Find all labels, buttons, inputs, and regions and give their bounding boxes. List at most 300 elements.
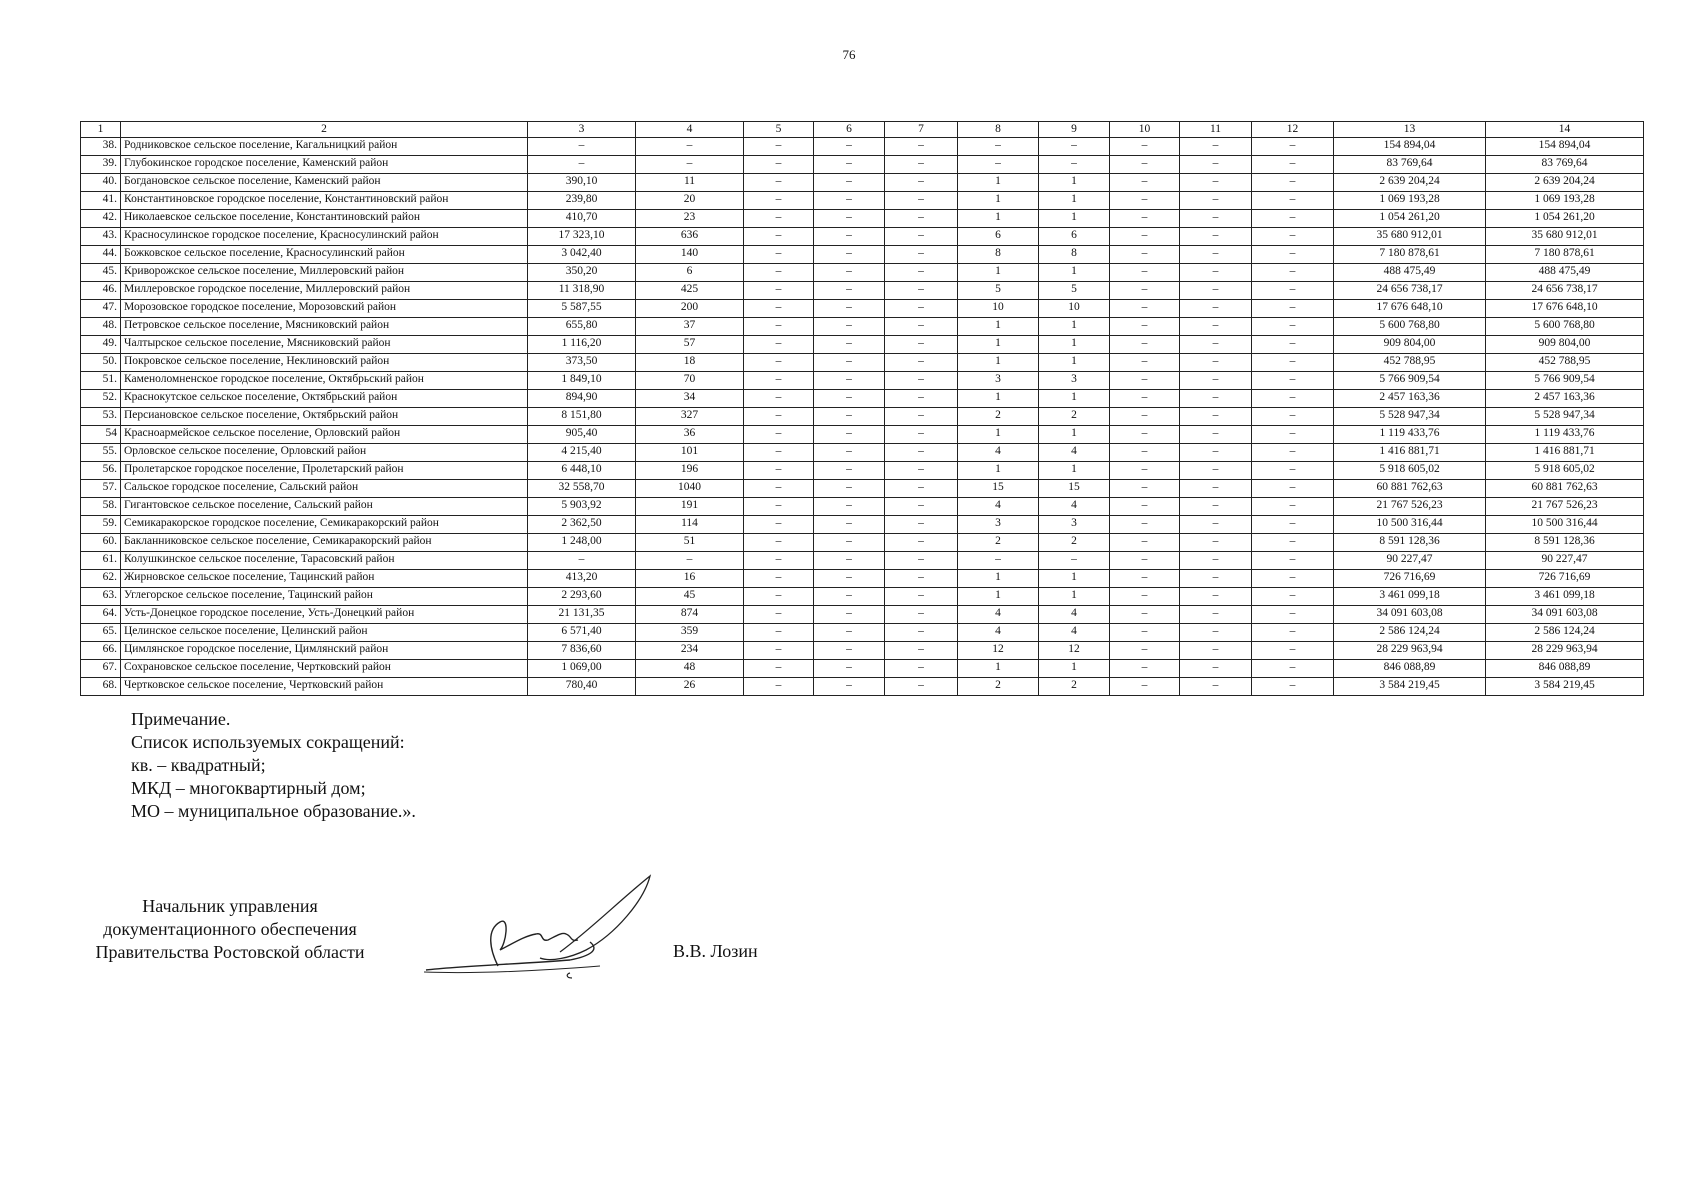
value-cell: 234 — [636, 642, 744, 660]
value-cell: 905,40 — [528, 426, 636, 444]
value-cell: – — [1252, 192, 1334, 210]
table-row — [81, 516, 1644, 534]
table-row — [81, 354, 1644, 372]
value-cell: – — [814, 138, 885, 156]
value-cell: 11 318,90 — [528, 282, 636, 300]
signature-name: В.В. Лозин — [673, 941, 758, 961]
value-cell: – — [744, 426, 814, 444]
value-cell: – — [1110, 174, 1180, 192]
value-cell: 24 656 738,17 — [1486, 282, 1644, 300]
value-cell: – — [885, 138, 958, 156]
value-cell: 83 769,64 — [1486, 156, 1644, 174]
settlement-name-cell: Краснокутское сельское поселение, Октябрьский район — [121, 390, 528, 408]
value-cell: 5 766 909,54 — [1334, 372, 1486, 390]
column-header: 14 — [1486, 122, 1644, 138]
value-cell: 1 — [1039, 660, 1110, 678]
value-cell: – — [1180, 606, 1252, 624]
value-cell: 12 — [1039, 642, 1110, 660]
value-cell: – — [744, 570, 814, 588]
value-cell: – — [744, 318, 814, 336]
value-cell: 8 591 128,36 — [1486, 534, 1644, 552]
settlement-name-cell: Петровское сельское поселение, Мясниковский район — [121, 318, 528, 336]
note-block — [131, 708, 416, 823]
value-cell: 4 — [1039, 624, 1110, 642]
settlement-name-cell: Чалтырское сельское поселение, Мясниковский район — [121, 336, 528, 354]
value-cell: – — [744, 642, 814, 660]
value-cell: – — [1252, 156, 1334, 174]
value-cell: 350,20 — [528, 264, 636, 282]
data-table — [80, 121, 1644, 696]
value-cell: 6 448,10 — [528, 462, 636, 480]
value-cell: 4 — [958, 444, 1039, 462]
value-cell: 894,90 — [528, 390, 636, 408]
value-cell: 488 475,49 — [1486, 264, 1644, 282]
value-cell: – — [885, 516, 958, 534]
value-cell: – — [744, 174, 814, 192]
row-number-cell: 46. — [81, 282, 121, 300]
signature-position-line: Правительства Ростовской области — [95, 942, 365, 962]
value-cell: 1 — [1039, 264, 1110, 282]
settlement-name-cell: Колушкинское сельское поселение, Тарасовский район — [121, 552, 528, 570]
value-cell: – — [958, 552, 1039, 570]
value-cell: – — [885, 534, 958, 552]
value-cell: – — [1180, 264, 1252, 282]
value-cell: 390,10 — [528, 174, 636, 192]
value-cell: – — [1180, 228, 1252, 246]
column-header: 10 — [1110, 122, 1180, 138]
row-number-cell: 51. — [81, 372, 121, 390]
table-row — [81, 606, 1644, 624]
table-row — [81, 372, 1644, 390]
settlement-name-cell: Сохрановское сельское поселение, Чертковский район — [121, 660, 528, 678]
row-number-cell: 42. — [81, 210, 121, 228]
value-cell: 3 461 099,18 — [1486, 588, 1644, 606]
value-cell: 32 558,70 — [528, 480, 636, 498]
value-cell: – — [814, 606, 885, 624]
value-cell: – — [1252, 480, 1334, 498]
value-cell: – — [814, 318, 885, 336]
value-cell: – — [1039, 552, 1110, 570]
value-cell: – — [744, 552, 814, 570]
value-cell: – — [1180, 156, 1252, 174]
table-row — [81, 426, 1644, 444]
value-cell: – — [1180, 570, 1252, 588]
value-cell: 90 227,47 — [1334, 552, 1486, 570]
value-cell: – — [814, 534, 885, 552]
value-cell: – — [1180, 210, 1252, 228]
table-row — [81, 336, 1644, 354]
value-cell: – — [1110, 138, 1180, 156]
signature-handwriting — [420, 870, 660, 990]
value-cell: – — [958, 156, 1039, 174]
value-cell: – — [814, 264, 885, 282]
value-cell: 1 — [958, 174, 1039, 192]
value-cell: – — [885, 318, 958, 336]
value-cell: – — [1110, 624, 1180, 642]
value-cell: – — [744, 300, 814, 318]
value-cell: 3 — [1039, 372, 1110, 390]
value-cell: – — [1180, 588, 1252, 606]
value-cell: – — [1252, 318, 1334, 336]
value-cell: 655,80 — [528, 318, 636, 336]
value-cell: 154 894,04 — [1334, 138, 1486, 156]
value-cell: 6 — [1039, 228, 1110, 246]
value-cell: 874 — [636, 606, 744, 624]
value-cell: – — [1110, 372, 1180, 390]
value-cell: 452 788,95 — [1334, 354, 1486, 372]
value-cell: – — [1180, 462, 1252, 480]
value-cell: – — [814, 498, 885, 516]
settlement-name-cell: Орловское сельское поселение, Орловский район — [121, 444, 528, 462]
value-cell: – — [1180, 282, 1252, 300]
column-header: 4 — [636, 122, 744, 138]
table-body — [81, 122, 1644, 696]
value-cell: – — [885, 264, 958, 282]
value-cell: – — [1110, 300, 1180, 318]
settlement-name-cell: Чертковское сельское поселение, Чертковский район — [121, 678, 528, 696]
column-header: 3 — [528, 122, 636, 138]
value-cell: – — [814, 228, 885, 246]
value-cell: – — [885, 678, 958, 696]
value-cell: – — [1252, 372, 1334, 390]
value-cell: – — [814, 678, 885, 696]
value-cell: 24 656 738,17 — [1334, 282, 1486, 300]
value-cell: 846 088,89 — [1486, 660, 1644, 678]
row-number-cell: 45. — [81, 264, 121, 282]
value-cell: 34 091 603,08 — [1334, 606, 1486, 624]
value-cell: 28 229 963,94 — [1486, 642, 1644, 660]
value-cell: 8 151,80 — [528, 408, 636, 426]
value-cell: – — [1180, 336, 1252, 354]
value-cell: 1 248,00 — [528, 534, 636, 552]
value-cell: 28 229 963,94 — [1334, 642, 1486, 660]
row-number-cell: 43. — [81, 228, 121, 246]
row-number-cell: 40. — [81, 174, 121, 192]
value-cell: – — [814, 354, 885, 372]
value-cell: 909 804,00 — [1334, 336, 1486, 354]
value-cell: – — [744, 372, 814, 390]
value-cell: 5 600 768,80 — [1486, 318, 1644, 336]
value-cell: – — [885, 480, 958, 498]
value-cell: – — [1180, 552, 1252, 570]
value-cell: – — [1252, 246, 1334, 264]
value-cell: 140 — [636, 246, 744, 264]
value-cell: – — [814, 552, 885, 570]
value-cell: – — [1110, 660, 1180, 678]
value-cell: – — [885, 372, 958, 390]
settlement-name-cell: Красносулинское городское поселение, Красносулинский район — [121, 228, 528, 246]
value-cell: 1 — [1039, 390, 1110, 408]
value-cell: – — [1110, 246, 1180, 264]
value-cell: 8 — [958, 246, 1039, 264]
value-cell: – — [1180, 408, 1252, 426]
value-cell: – — [744, 336, 814, 354]
value-cell: – — [885, 300, 958, 318]
value-cell: – — [1180, 246, 1252, 264]
value-cell: – — [1252, 426, 1334, 444]
settlement-name-cell: Родниковское сельское поселение, Кагальницкий район — [121, 138, 528, 156]
row-number-cell: 48. — [81, 318, 121, 336]
value-cell: 10 500 316,44 — [1486, 516, 1644, 534]
value-cell: – — [1110, 192, 1180, 210]
value-cell: – — [1252, 408, 1334, 426]
value-cell: – — [1252, 264, 1334, 282]
value-cell: – — [1252, 642, 1334, 660]
settlement-name-cell: Константиновское городское поселение, Константиновский район — [121, 192, 528, 210]
value-cell: – — [744, 660, 814, 678]
table-row — [81, 156, 1644, 174]
value-cell: 909 804,00 — [1486, 336, 1644, 354]
value-cell: – — [814, 282, 885, 300]
value-cell: – — [744, 210, 814, 228]
value-cell: – — [1110, 678, 1180, 696]
table-row — [81, 408, 1644, 426]
table-row — [81, 444, 1644, 462]
value-cell: 6 571,40 — [528, 624, 636, 642]
settlement-name-cell: Каменоломненское городское поселение, Октябрьский район — [121, 372, 528, 390]
value-cell: – — [885, 660, 958, 678]
value-cell: 2 — [1039, 678, 1110, 696]
value-cell: – — [1252, 570, 1334, 588]
value-cell: 3 584 219,45 — [1334, 678, 1486, 696]
value-cell: – — [885, 426, 958, 444]
settlement-name-cell: Жирновское сельское поселение, Тацинский район — [121, 570, 528, 588]
value-cell: – — [1252, 534, 1334, 552]
value-cell: 1 — [1039, 570, 1110, 588]
table-row — [81, 642, 1644, 660]
table-row — [81, 264, 1644, 282]
value-cell: – — [1110, 228, 1180, 246]
value-cell: 18 — [636, 354, 744, 372]
value-cell: – — [885, 444, 958, 462]
value-cell: – — [1180, 516, 1252, 534]
column-header: 13 — [1334, 122, 1486, 138]
value-cell: 1 — [1039, 174, 1110, 192]
table-row — [81, 624, 1644, 642]
value-cell: 1 — [1039, 354, 1110, 372]
settlement-name-cell: Углегорское сельское поселение, Тацинский район — [121, 588, 528, 606]
value-cell: 452 788,95 — [1486, 354, 1644, 372]
value-cell: – — [885, 156, 958, 174]
value-cell: – — [1180, 660, 1252, 678]
value-cell: – — [744, 516, 814, 534]
value-cell: – — [1180, 426, 1252, 444]
value-cell: 101 — [636, 444, 744, 462]
value-cell: – — [1180, 480, 1252, 498]
settlement-name-cell: Покровское сельское поселение, Неклиновский район — [121, 354, 528, 372]
value-cell: 5 587,55 — [528, 300, 636, 318]
value-cell: – — [528, 156, 636, 174]
settlement-name-cell: Сальское городское поселение, Сальский район — [121, 480, 528, 498]
value-cell: – — [744, 228, 814, 246]
value-cell: – — [885, 336, 958, 354]
value-cell: 4 215,40 — [528, 444, 636, 462]
settlement-name-cell: Цимлянское городское поселение, Цимлянский район — [121, 642, 528, 660]
value-cell: 4 — [958, 624, 1039, 642]
column-header: 2 — [121, 122, 528, 138]
value-cell: 4 — [1039, 444, 1110, 462]
settlement-name-cell: Миллеровское городское поселение, Миллеровский район — [121, 282, 528, 300]
table-row — [81, 228, 1644, 246]
value-cell: 359 — [636, 624, 744, 642]
value-cell: – — [744, 390, 814, 408]
value-cell: 12 — [958, 642, 1039, 660]
value-cell: 1 — [958, 192, 1039, 210]
value-cell: 83 769,64 — [1334, 156, 1486, 174]
value-cell: – — [958, 138, 1039, 156]
table-row — [81, 678, 1644, 696]
value-cell: 15 — [958, 480, 1039, 498]
value-cell: – — [1180, 642, 1252, 660]
value-cell: – — [1110, 210, 1180, 228]
value-cell: – — [1252, 660, 1334, 678]
column-header: 12 — [1252, 122, 1334, 138]
settlement-name-cell: Криворожское сельское поселение, Миллеровский район — [121, 264, 528, 282]
value-cell: 70 — [636, 372, 744, 390]
row-number-cell: 56. — [81, 462, 121, 480]
table-row — [81, 588, 1644, 606]
value-cell: – — [814, 246, 885, 264]
value-cell: 36 — [636, 426, 744, 444]
value-cell: – — [744, 534, 814, 552]
value-cell: 3 042,40 — [528, 246, 636, 264]
value-cell: 846 088,89 — [1334, 660, 1486, 678]
settlement-name-cell: Красноармейское сельское поселение, Орловский район — [121, 426, 528, 444]
column-header: 5 — [744, 122, 814, 138]
value-cell: – — [744, 408, 814, 426]
value-cell: – — [885, 606, 958, 624]
settlement-name-cell: Целинское сельское поселение, Целинский район — [121, 624, 528, 642]
value-cell: – — [1252, 552, 1334, 570]
value-cell: – — [1110, 156, 1180, 174]
value-cell: 1 — [958, 264, 1039, 282]
value-cell: 5 528 947,34 — [1486, 408, 1644, 426]
value-cell: 1 — [1039, 336, 1110, 354]
value-cell: – — [1039, 138, 1110, 156]
value-cell: – — [744, 282, 814, 300]
value-cell: 37 — [636, 318, 744, 336]
value-cell: 1 — [958, 336, 1039, 354]
value-cell: – — [1110, 498, 1180, 516]
value-cell: – — [1180, 444, 1252, 462]
settlement-name-cell: Бакланниковское сельское поселение, Семикаракорский район — [121, 534, 528, 552]
value-cell: 6 — [958, 228, 1039, 246]
value-cell: – — [1110, 354, 1180, 372]
settlement-name-cell: Николаевское сельское поселение, Константиновский район — [121, 210, 528, 228]
value-cell: 17 676 648,10 — [1334, 300, 1486, 318]
value-cell: – — [885, 462, 958, 480]
value-cell: – — [814, 642, 885, 660]
value-cell: – — [1110, 570, 1180, 588]
row-number-cell: 62. — [81, 570, 121, 588]
value-cell: 2 — [958, 408, 1039, 426]
value-cell: – — [636, 138, 744, 156]
value-cell: 2 457 163,36 — [1334, 390, 1486, 408]
row-number-cell: 63. — [81, 588, 121, 606]
value-cell: 1 — [1039, 588, 1110, 606]
value-cell: – — [814, 372, 885, 390]
value-cell: 726 716,69 — [1486, 570, 1644, 588]
row-number-cell: 66. — [81, 642, 121, 660]
column-header: 11 — [1180, 122, 1252, 138]
value-cell: – — [1110, 606, 1180, 624]
value-cell: – — [1252, 336, 1334, 354]
value-cell: – — [1252, 228, 1334, 246]
value-cell: – — [1252, 444, 1334, 462]
value-cell: – — [1110, 444, 1180, 462]
value-cell: – — [1180, 354, 1252, 372]
value-cell: – — [885, 210, 958, 228]
value-cell: 413,20 — [528, 570, 636, 588]
value-cell: – — [1180, 624, 1252, 642]
value-cell: – — [744, 678, 814, 696]
value-cell: 1 — [1039, 210, 1110, 228]
value-cell: 2 639 204,24 — [1486, 174, 1644, 192]
settlement-name-cell: Божковское сельское поселение, Красносулинский район — [121, 246, 528, 264]
value-cell: 17 676 648,10 — [1486, 300, 1644, 318]
value-cell: – — [1252, 138, 1334, 156]
table-row — [81, 498, 1644, 516]
value-cell: 26 — [636, 678, 744, 696]
value-cell: – — [814, 462, 885, 480]
value-cell: 1 — [958, 426, 1039, 444]
signature-position-line: Начальник управления — [142, 896, 318, 916]
value-cell: 2 — [958, 534, 1039, 552]
settlement-name-cell: Богдановское сельское поселение, Каменский район — [121, 174, 528, 192]
value-cell: – — [744, 246, 814, 264]
value-cell: – — [744, 354, 814, 372]
value-cell: – — [814, 570, 885, 588]
value-cell: – — [885, 624, 958, 642]
table-row — [81, 192, 1644, 210]
value-cell: – — [1110, 588, 1180, 606]
value-cell: 3 584 219,45 — [1486, 678, 1644, 696]
value-cell: 5 918 605,02 — [1486, 462, 1644, 480]
value-cell: 1 — [958, 354, 1039, 372]
row-number-cell: 54 — [81, 426, 121, 444]
value-cell: 8 — [1039, 246, 1110, 264]
value-cell: – — [1252, 498, 1334, 516]
value-cell: 1 — [1039, 426, 1110, 444]
note-line: МКД – многоквартирный дом; — [131, 778, 366, 798]
value-cell: – — [1252, 174, 1334, 192]
value-cell: – — [744, 606, 814, 624]
value-cell: 2 — [1039, 534, 1110, 552]
value-cell: 60 881 762,63 — [1334, 480, 1486, 498]
row-number-cell: 65. — [81, 624, 121, 642]
value-cell: – — [885, 282, 958, 300]
value-cell: – — [885, 498, 958, 516]
row-number-cell: 49. — [81, 336, 121, 354]
value-cell: – — [814, 444, 885, 462]
value-cell: – — [1252, 390, 1334, 408]
value-cell: 6 — [636, 264, 744, 282]
value-cell: – — [744, 444, 814, 462]
value-cell: 4 — [1039, 606, 1110, 624]
value-cell: 2 586 124,24 — [1334, 624, 1486, 642]
value-cell: 17 323,10 — [528, 228, 636, 246]
value-cell: 1 — [958, 588, 1039, 606]
table-row — [81, 282, 1644, 300]
value-cell: 3 461 099,18 — [1334, 588, 1486, 606]
value-cell: – — [814, 174, 885, 192]
signature-position — [80, 895, 380, 964]
value-cell: – — [885, 552, 958, 570]
value-cell: 20 — [636, 192, 744, 210]
value-cell: – — [1252, 606, 1334, 624]
value-cell: – — [814, 192, 885, 210]
value-cell: 3 — [958, 516, 1039, 534]
